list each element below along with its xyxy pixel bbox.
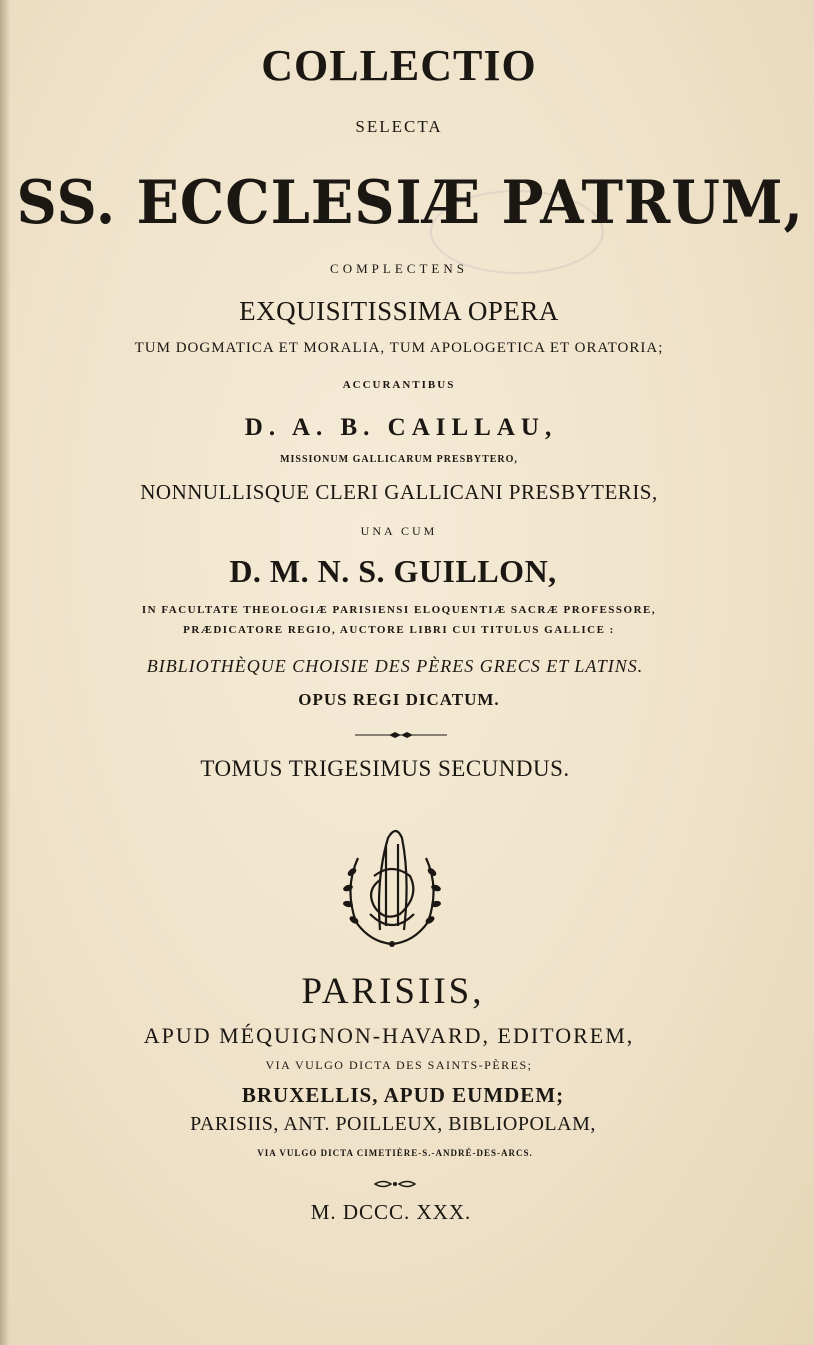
second-editor-role-1: IN FACULTATE THEOLOGIÆ PARISIENSI ELOQUENTIÆ SACRÆ PROFESSORE, <box>141 604 657 616</box>
editor-name: D. A. B. CAILLAU, <box>244 414 558 441</box>
volume-line: TOMUS TRIGESIMUS SECUNDUS. <box>200 756 570 781</box>
publication-date: M. DCCC. XXX. <box>310 1200 472 1224</box>
imprint-publisher: APUD MÉQUIGNON-HAVARD, EDITOREM, <box>143 1023 635 1048</box>
dedication-line: OPUS REGI DICATUM. <box>298 690 500 709</box>
small-ornament <box>373 1179 417 1189</box>
main-title: SS. ECCLESIÆ PATRUM, <box>16 168 804 238</box>
imprint-city: PARISIIS, <box>301 971 485 1012</box>
imprint-bookseller: PARISIIS, ANT. POILLEUX, BIBLIOPOLAM, <box>190 1113 596 1135</box>
imprint-brussels: BRUXELLIS, APUD EUMDEM; <box>241 1083 565 1107</box>
complectens-line: COMPLECTENS <box>330 261 468 276</box>
imprint-address-1: VIA VULGO DICTA DES SAINTS-PÈRES; <box>265 1058 533 1072</box>
series-title: COLLECTIO <box>261 41 537 90</box>
second-editor-name: D. M. N. S. GUILLON, <box>229 553 557 589</box>
second-editor-role-2: PRÆDICATORE REGIO, AUCTORE LIBRI CUI TITULUS GALLICE : <box>183 624 615 636</box>
ornamental-rule <box>355 731 447 739</box>
imprint-address-2: VIA VULGO DICTA CIMETIÈRE-S.-ANDRÉ-DES-ARCS. <box>257 1148 533 1158</box>
co-editors-line: NONNULLISQUE CLERI GALLICANI PRESBYTERIS, <box>140 480 658 504</box>
description-line: TUM DOGMATICA ET MORALIA, TUM APOLOGETICA ET ORATORIA; <box>134 340 664 356</box>
subtitle-line: EXQUISITISSIMA OPERA <box>239 296 559 326</box>
selecta-line: SELECTA <box>355 117 443 136</box>
editor-role: MISSIONUM GALLICARUM PRESBYTERO, <box>280 454 518 465</box>
french-title-line: BIBLIOTHÈQUE CHOISIE DES PÈRES GRECS ET LATINS. <box>146 656 644 676</box>
una-cum-line: UNA CUM <box>360 524 438 538</box>
accurantibus-line: ACCURANTIBUS <box>342 379 456 391</box>
monogram-emblem <box>330 818 454 950</box>
